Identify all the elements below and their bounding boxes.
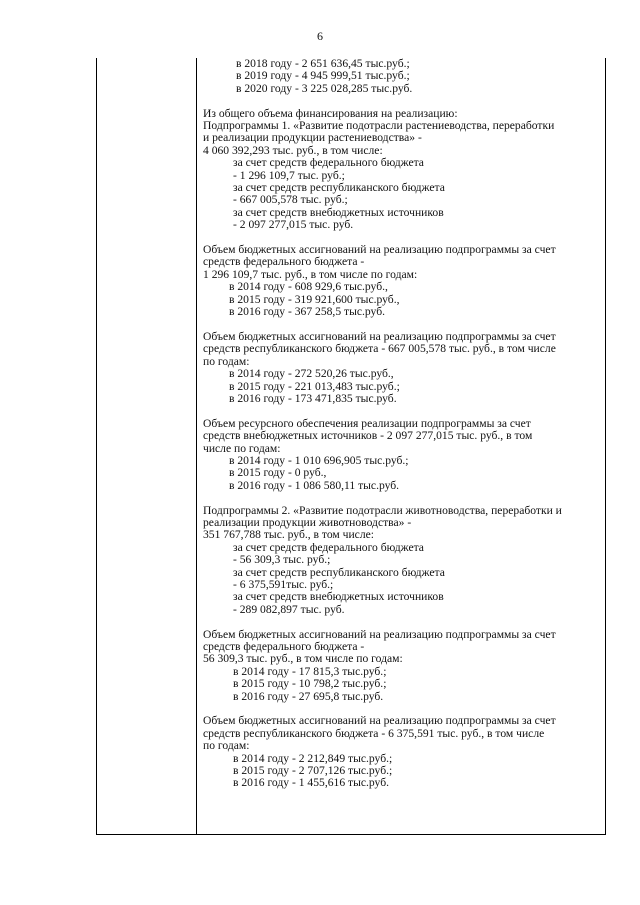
year-line: в 2014 году - 1 010 696,905 тыс.руб.; — [229, 453, 409, 467]
republic-budget-2-block — [203, 715, 603, 789]
source-line: за счет средств внебюджетных источников — [233, 590, 444, 604]
source-line: за счет средств республиканского бюджета — [233, 565, 445, 579]
paragraph-line: средств внебюджетных источников - 2 097 277,015 тыс. руб., в том — [203, 429, 533, 443]
source-line: - 6 375,591тыс. руб.; — [233, 577, 334, 591]
source-line: за счет средств республиканского бюджета — [233, 181, 445, 195]
year-line: в 2016 году - 1 086 580,11 тыс.руб. — [229, 478, 400, 492]
subprogram-1-block — [203, 108, 603, 232]
paragraph-line: реализации продукции животноводства» - — [203, 515, 412, 529]
paragraph-line: Объем ресурсного обеспечения реализации подпрограммы за счет — [203, 416, 531, 430]
top-years-block — [203, 58, 603, 95]
year-line: в 2014 году - 2 212,849 тыс.руб.; — [233, 751, 393, 765]
federal-budget-2-block — [203, 629, 603, 703]
paragraph-line: Объем бюджетных ассигнований на реализацию подпрограммы за счет — [203, 627, 556, 641]
paragraph-line: средств федерального бюджета - — [203, 255, 365, 269]
paragraph-line: 351 767,788 тыс. руб., в том числе: — [203, 528, 374, 542]
year-line: в 2018 году - 2 651 636,45 тыс.руб.; — [236, 57, 410, 70]
source-line: - 56 309,3 тыс. руб.; — [233, 553, 331, 567]
content-table — [96, 58, 606, 835]
paragraph-line: средств республиканского бюджета - 667 005,578 тыс. руб., в том числе — [203, 342, 556, 356]
year-line: в 2020 году - 3 225 028,285 тыс.руб. — [236, 81, 413, 95]
year-line: в 2015 году - 319 921,600 тыс.руб., — [229, 292, 400, 306]
paragraph-line: Объем бюджетных ассигнований на реализацию подпрограммы за счет — [203, 714, 556, 728]
paragraph-line: и реализации продукции растениеводства» - — [203, 131, 422, 145]
republic-budget-1-block — [203, 331, 603, 405]
year-line: в 2015 году - 221 013,483 тыс.руб.; — [229, 379, 400, 393]
paragraph-line: средств республиканского бюджета - 6 375,591 тыс. руб., в том числе — [203, 726, 545, 740]
source-line: за счет средств федерального бюджета — [233, 156, 424, 170]
extrabudget-1-block — [203, 418, 603, 492]
source-line: за счет средств внебюджетных источников — [233, 205, 444, 219]
year-line: в 2014 году - 608 929,6 тыс.руб., — [229, 280, 388, 294]
paragraph-line: 1 296 109,7 тыс. руб., в том числе по годам: — [203, 267, 418, 281]
paragraph-line: 56 309,3 тыс. руб., в том числе по годам: — [203, 652, 403, 666]
subprogram-2-block — [203, 505, 603, 617]
year-line: в 2015 году - 2 707,126 тыс.руб.; — [233, 764, 393, 778]
table-left-column — [97, 58, 197, 834]
page-number: 6 — [317, 29, 323, 43]
federal-budget-1-block — [203, 244, 603, 318]
year-line: в 2014 году - 272 520,26 тыс.руб., — [229, 367, 394, 381]
year-line: в 2015 году - 10 798,2 тыс.руб.; — [233, 677, 387, 691]
paragraph-line: 4 060 392,293 тыс. руб., в том числе: — [203, 143, 383, 157]
year-line: в 2016 году - 27 695,8 тыс.руб. — [233, 689, 384, 703]
source-line: - 289 082,897 тыс. руб. — [233, 602, 345, 616]
paragraph-line: Из общего объема финансирования на реализацию: — [203, 106, 458, 120]
source-line: - 2 097 277,015 тыс. руб. — [233, 218, 354, 232]
paragraph-line: по годам: — [203, 354, 250, 368]
paragraph-line: Подпрограммы 2. «Развитие подотрасли животноводства, переработки и — [203, 503, 562, 517]
year-line: в 2014 году - 17 815,3 тыс.руб.; — [233, 664, 387, 678]
year-line: в 2016 году - 173 471,835 тыс.руб. — [229, 391, 397, 405]
year-line: в 2016 году - 1 455,616 тыс.руб. — [233, 776, 389, 790]
year-line: в 2019 году - 4 945 999,51 тыс.руб.; — [236, 69, 410, 83]
paragraph-line: средств федерального бюджета - — [203, 640, 365, 653]
paragraph-line: Объем бюджетных ассигнований на реализацию подпрограммы за счет — [203, 243, 556, 257]
source-line: - 1 296 109,7 тыс. руб.; — [233, 168, 345, 182]
year-line: в 2015 году - 0 руб., — [229, 466, 327, 480]
source-line: - 667 005,578 тыс. руб.; — [233, 193, 348, 207]
year-line: в 2016 году - 367 258,5 тыс.руб. — [229, 305, 385, 319]
paragraph-line: Подпрограммы 1. «Развитие подотрасли растениеводства, переработки — [203, 119, 555, 133]
paragraph-line: по годам: — [203, 739, 250, 753]
paragraph-line: Объем бюджетных ассигнований на реализацию подпрограммы за счет — [203, 329, 556, 343]
source-line: за счет средств федерального бюджета — [233, 540, 424, 554]
paragraph-line: числе по годам: — [203, 441, 281, 455]
table-right-column — [203, 58, 603, 802]
